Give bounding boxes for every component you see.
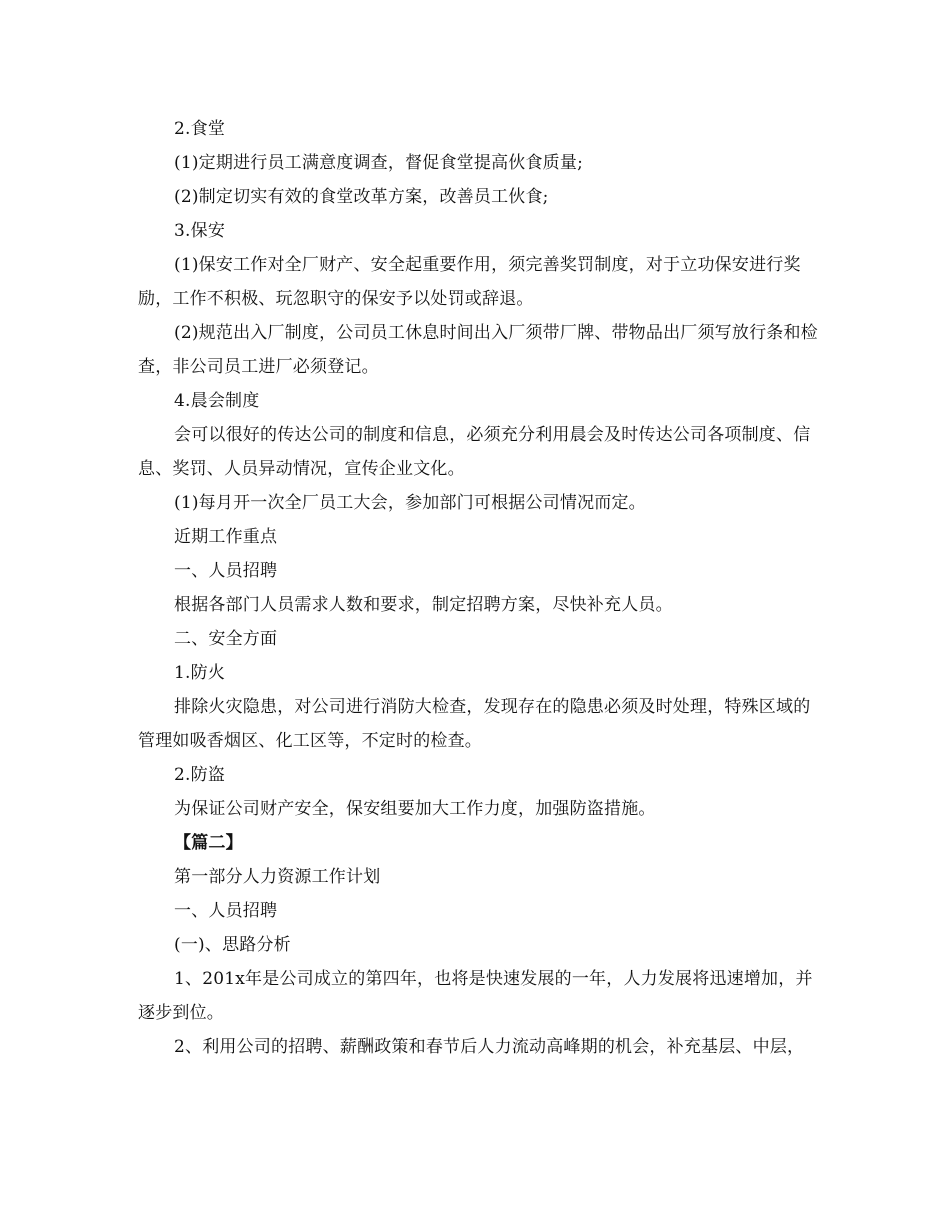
section-heading-recruitment: 一、人员招聘 xyxy=(174,901,278,921)
body-paragraph: 根据各部门人员需求人数和要求，制定招聘方案，尽快补充人员。 xyxy=(174,595,673,615)
body-paragraph: 排除火灾隐患，对公司进行消防大检查，发现存在的隐患必须及时处理，特殊区域的管理如吸香烟区、化工区等，不定时的检查。 xyxy=(138,697,811,751)
section-heading-safety: 二、安全方面 xyxy=(174,629,278,649)
list-item: (1)保安工作对全厂财产、安全起重要作用，须完善奖罚制度，对于立功保安进行奖励，工作不积极、玩忽职守的保安予以处罚或辞退。 xyxy=(138,255,801,309)
section-heading-morning-meeting: 4.晨会制度 xyxy=(174,391,260,411)
list-item: (2)制定切实有效的食堂改革方案，改善员工伙食; xyxy=(174,187,549,207)
list-item: (2)规范出入厂制度，公司员工休息时间出入厂须带厂牌、带物品出厂须写放行条和检查，非公司员工进厂必须登记。 xyxy=(138,323,818,377)
section-heading-theft-prevention: 2.防盗 xyxy=(174,765,226,785)
section-heading-fire-prevention: 1.防火 xyxy=(174,663,226,683)
list-item: (1)定期进行员工满意度调查，督促食堂提高伙食质量; xyxy=(174,153,584,173)
body-paragraph: 为保证公司财产安全，保安组要加大工作力度，加强防盗措施。 xyxy=(174,799,656,819)
list-item: (1)每月开一次全厂员工大会，参加部门可根据公司情况而定。 xyxy=(174,493,646,513)
section-heading-recent-focus: 近期工作重点 xyxy=(174,527,278,547)
section-heading-security: 3.保安 xyxy=(174,221,226,241)
subsection-heading-analysis: (一)、思路分析 xyxy=(174,935,291,955)
numbered-paragraph: 2、利用公司的招聘、薪酬政策和春节后人力流动高峰期的机会，补充基层、中层， xyxy=(174,1037,805,1057)
section-heading-recruitment: 一、人员招聘 xyxy=(174,561,278,581)
document-body xyxy=(138,112,820,1064)
part-heading-hr-plan: 第一部分人力资源工作计划 xyxy=(174,867,381,887)
numbered-paragraph: 1、201x年是公司成立的第四年，也将是快速发展的一年，人力发展将迅速增加，并逐步到位。 xyxy=(138,969,813,1023)
section-heading-canteen: 2.食堂 xyxy=(174,119,226,139)
part-two-heading: 【篇二】 xyxy=(174,833,243,853)
body-paragraph: 会可以很好的传达公司的制度和信息，必须充分利用晨会及时传达公司各项制度、信息、奖罚、人员异动情况，宣传企业文化。 xyxy=(138,425,811,479)
